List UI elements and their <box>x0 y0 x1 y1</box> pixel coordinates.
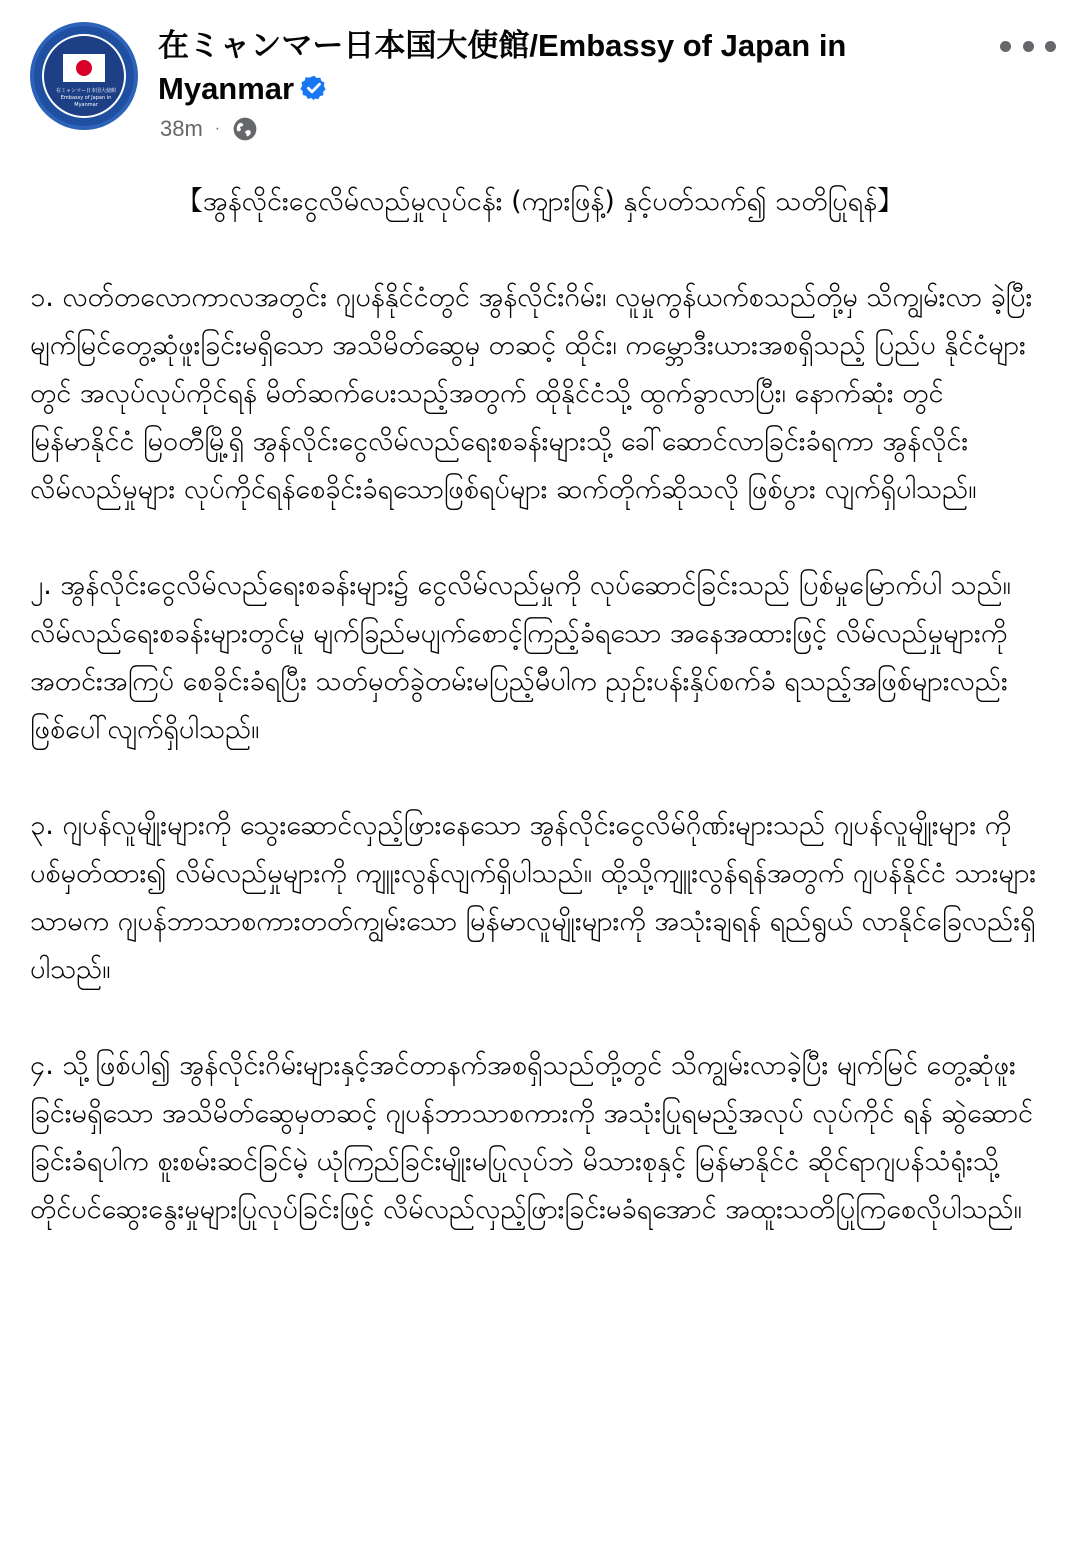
globe-icon[interactable] <box>232 116 258 142</box>
post-paragraph-1: ၁. လတ်တလောကာလအတွင်း ဂျပန်နိုင်ငံတွင် အွန်လိုင်းဂိမ်း၊ လူမှုကွန်ယက်စသည်တို့မှ သိကျွမ်းလာ ခဲ့ပြီး မျက်မြင်တွေ့ဆုံဖူးခြင်းမရှိသော အသိမိတ်ဆွေမှ တဆင့် ထိုင်း၊ ကမ္ဘောဒီးယားအစရှိသည့် ပြည်ပ နိုင်ငံများတွင် အလုပ်လုပ်ကိုင်ရန် မိတ်ဆက်ပေးသည့်အတွက် ထိုနိုင်ငံသို့ ထွက်ခွာလာပြီး၊ နောက်ဆုံး တွင် မြန်မာနိုင်ငံ မြဝတီမြို့ရှိ အွန်လိုင်းငွေလိမ်လည်ရေးစခန်းများသို့ ခေါ်ဆောင်လာခြင်းခံရကာ အွန်လိုင်းလိမ်လည်မှုများ လုပ်ကိုင်ရန်စေခိုင်းခံရသောဖြစ်ရပ်များ ဆက်တိုက်ဆိုသလို ဖြစ်ပွား လျက်ရှိပါသည်။ <box>30 282 1033 505</box>
more-dot-icon <box>1000 41 1011 52</box>
post-paragraph-2: ၂. အွန်လိုင်းငွေလိမ်လည်ရေးစခန်းများ၌ ငွေလိမ်လည်မှုကို လုပ်ဆောင်ခြင်းသည် ပြစ်မှုမြောက်ပါ သည်။ လိမ်လည်ရေးစခန်းများတွင်မူ မျက်ခြည်မပျက်စောင့်ကြည့်ခံရသော အနေအထားဖြင့် လိမ်လည်မှုများကို အတင်းအကြပ် စေခိုင်းခံရပြီး သတ်မှတ်ခွဲတမ်းမပြည့်မီပါက ညှဉ်းပန်းနှိပ်စက်ခံ ရသည့်အဖြစ်များလည်း ဖြစ်ပေါ်လျက်ရှိပါသည်။ <box>30 570 1011 745</box>
meta-separator: · <box>214 120 221 137</box>
post-paragraph-3: ၃. ဂျပန်လူမျိုးများကို သွေးဆောင်လှည့်ဖြားနေသော အွန်လိုင်းငွေလိမ်ဂိုဏ်းများသည် ဂျပန်လူမျိုးများ ကို ပစ်မှတ်ထား၍ လိမ်လည်မှုများကို ကျူးလွန်လျက်ရှိပါသည်။ ထို့သို့ကျူးလွန်ရန်အတွက် ဂျပန်နိုင်ငံ သားများသာမက ဂျပန်ဘာသာစကားတတ်ကျွမ်းသော မြန်မာလူမျိုးများကို အသုံးချရန် ရည်ရွယ် လာနိုင်ခြေလည်းရှိပါသည်။ <box>30 810 1037 985</box>
post-title: 【အွန်လိုင်းငွေလိမ်လည်မှုလုပ်ငန်း (ကျားဖြန့်) နှင့်ပတ်သက်၍ သတိပြုရန်】 <box>175 186 905 217</box>
post-paragraph-4: ၄. သို့ဖြစ်ပါ၍ အွန်လိုင်းဂိမ်းများနှင့်အင်တာနက်အစရှိသည်တို့တွင် သိကျွမ်းလာခဲ့ပြီး မျက်မြင် တွေ့ဆုံဖူးခြင်းမရှိသော အသိမိတ်ဆွေမှတဆင့် ဂျပန်ဘာသာစကားကို အသုံးပြုရမည့်အလုပ် လုပ်ကိုင် ရန် ဆွဲဆောင်ခြင်းခံရပါက စူးစမ်းဆင်ခြင်မဲ့ ယုံကြည်ခြင်းမျိုးမပြုလုပ်ဘဲ မိသားစုနှင့် မြန်မာနိုင်ငံ ဆိုင်ရာဂျပန်သံရုံးသို့ တိုင်ပင်ဆွေးနွေးမှုများပြုလုပ်ခြင်းဖြင့် လိမ်လည်လှည့်ဖြားခြင်းမခံရအောင် အထူးသတိပြုကြစေလိုပါသည်။ <box>30 1050 1033 1225</box>
more-options-button[interactable] <box>1000 36 1056 56</box>
verified-badge-icon <box>300 74 328 102</box>
post-meta <box>160 116 258 142</box>
post-timestamp[interactable]: 38m <box>160 116 203 141</box>
post-header <box>0 0 1080 160</box>
flag-red-circle <box>76 60 92 76</box>
avatar-emblem <box>42 34 126 118</box>
post-body <box>30 178 1050 1282</box>
page-avatar[interactable] <box>30 22 138 130</box>
page-name-link[interactable] <box>158 24 958 110</box>
more-dot-icon <box>1045 41 1056 52</box>
avatar-caption: 在ミャンマー日本国大使館 Embassy of Japan in Myanmar <box>56 88 116 108</box>
more-dot-icon <box>1023 41 1034 52</box>
page-name: 在ミャンマー日本国大使館/Embassy of Japan in Myanmar <box>158 28 847 106</box>
japan-flag-icon <box>63 54 105 82</box>
